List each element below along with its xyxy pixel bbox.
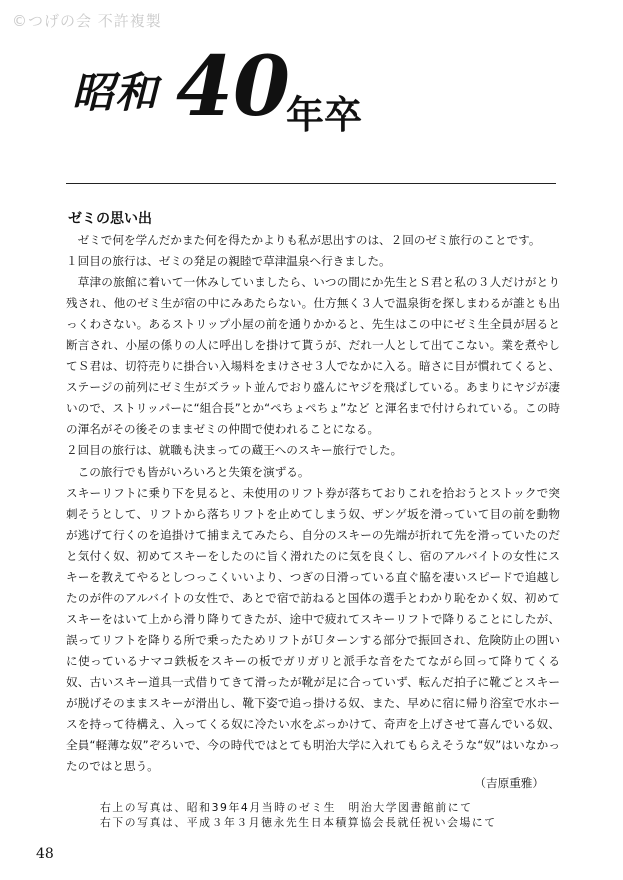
paragraph: ゼミで何を学んだかまた何を得たかよりも私が思出すのは、２回のゼミ旅行のことです。	[66, 233, 541, 247]
photo-captions	[100, 800, 497, 830]
heading-divider	[66, 183, 556, 184]
heading-graduation: 年卒	[286, 93, 363, 137]
paragraph: スキーリフトに乗り下を見ると、未使用のリフト券が落ちておりこれを拾おうとストックで突刺そうとして、リフトから落ちリフトを止めてしまう奴、ザンゲ坂を滑っていて目の前を動物が逃げて行くのを追掛けて捕まえてみたら、自分のスキーの先端が折れて先を滑っていたのだと気付く奴、初めてスキーをしたのに旨く滑れたのに気を良くし、宿のアルバイトの女性にスキーを教えてやるとしつっこくいいより、つぎの日滑っている直ぐ脇を凄いスピードで追越したのが件のアルバイトの女性で、あとで宿で訪ねると国体の選手とわかり恥をかく奴、初めてスキーをはいて上から滑り降りてきたが、途中で疲れてスキーリフトで降りることにしたが、誤ってリフトを降りる所で乗ったためリフトがＵターンする部分で振回され、危険防止の囲いに使っているナマコ鉄板をスキーの板でガリガリと派手な音をたてながら回って降りてくる奴、古いスキー道具一式借りてきて滑ったが靴が足に合っていず、転んだ拍子に靴ごとスキーが脱げそのままスキーが滑出し、靴下姿で追っ掛ける奴、また、早めに宿に帰り浴室で水ホースを持って待構え、入ってくる奴に冷たい水をぶっかけて、奇声を上げさせて喜んでいる奴、全員“軽薄な奴”ぞろいで、今の時代ではとても明治大学に入れてもらえそうな“奴”はいなかったのではと思う。	[66, 485, 560, 774]
paragraph: １回目の旅行は、ゼミの発足の親睦で草津温泉へ行きました。	[66, 254, 391, 269]
copyright-watermark: ©つげの会 不許複製	[12, 12, 162, 30]
heading-year: 40	[176, 39, 291, 135]
section-title: ゼミの思い出	[68, 211, 152, 227]
paragraph: 草津の旅館に着いて一休みしていましたら、いつの間にか先生とＳ君と私の３人だけがとり残され、他のゼミ生が宿の中にみあたらない。仕方無く３人で温泉街を探しまわるが誰とも出っくわさない。あるストリップ小屋の前を通りかかると、先生はこの中にゼミ生全員が居ると断言され、小屋の係りの人に呼出しを掛けて貰うが、だれ一人として出てこない。業を煮やしてＳ君は、切符売りに掛合い入場料をまけさせ３人でなかに入る。暗さに目が慣れてくると、ステージの前列にゼミ生がズラット並んでおり盛んにヤジを飛ばしている。あまりにヤジが凄いので、ストリッパーに“組合長”とか“ぺちょぺちょ”など と渾名まで付けられている。この時の渾名がその後そのままゼミの仲間で使われることになる。	[66, 275, 560, 437]
caption-line: 右上の写真は、昭和39年4月当時のゼミ生 明治大学図書館前にて	[100, 801, 473, 814]
caption-line: 右下の写真は、平成３年３月徳永先生日本積算協会長就任祝い会場にて	[100, 816, 497, 829]
paragraph: この旅行でも皆がいろいろと失策を演ずる。	[66, 464, 310, 479]
author-signature: （吉原重雅）	[474, 776, 544, 790]
article-body	[66, 230, 560, 777]
heading-era: 昭和	[72, 68, 159, 117]
paragraph: ２回目の旅行は、就職も決まっての蔵王へのスキー旅行でした。	[66, 443, 403, 458]
page-number: 48	[36, 846, 54, 862]
